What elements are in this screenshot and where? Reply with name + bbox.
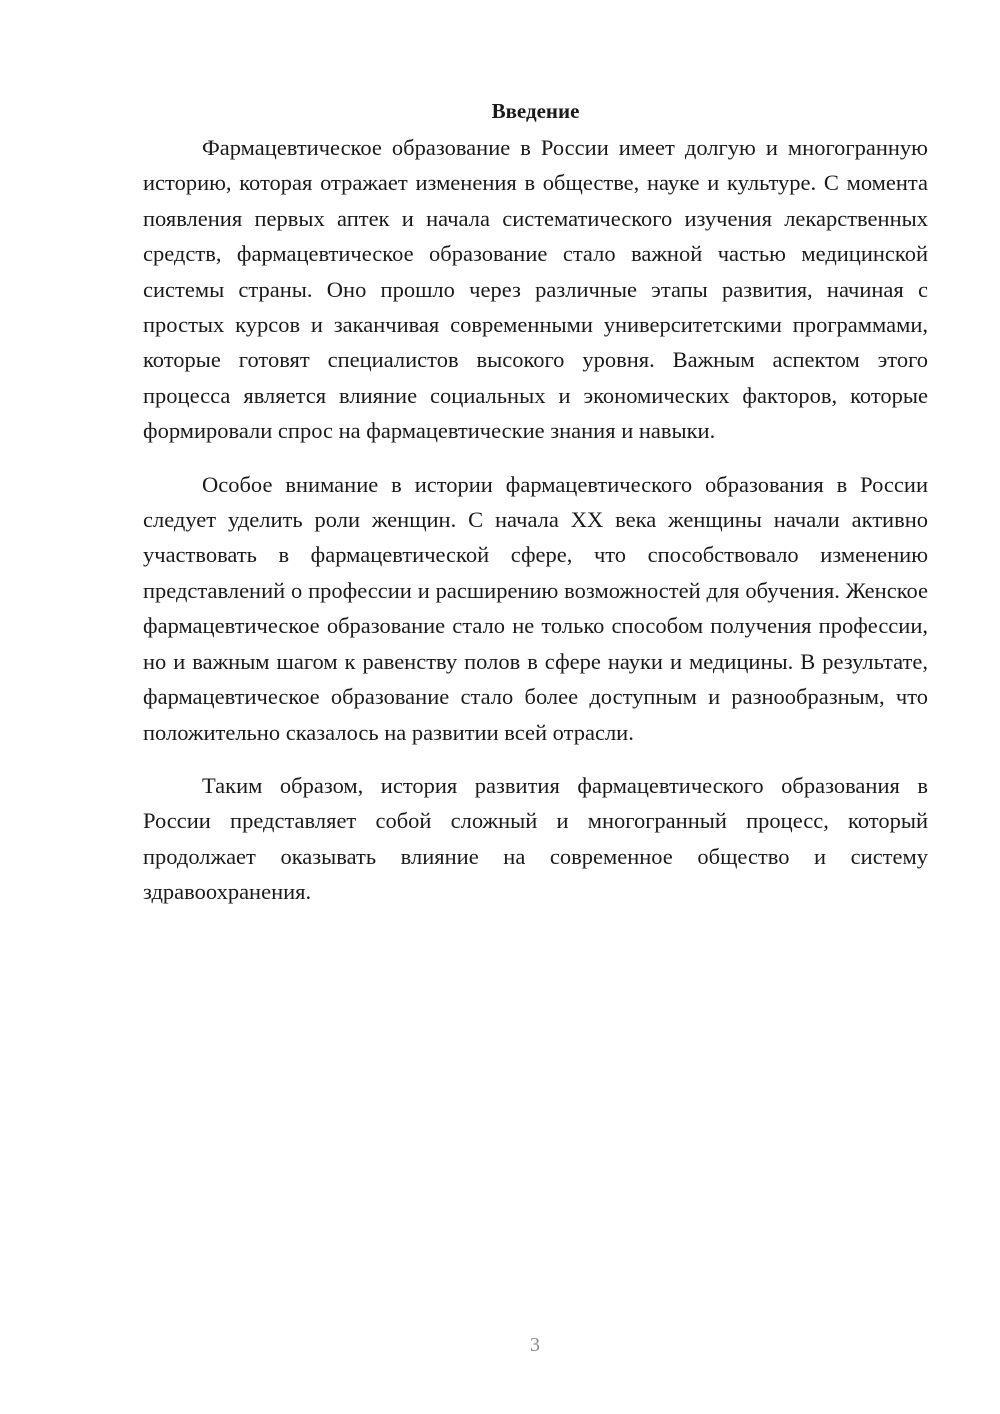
paragraph-1: Фармацевтическое образование в России имеет долгую и многогранную историю, которая отражает изменения в обществе, науке и культуре. С момента появления первых аптек и начала систематического изучения лекарственных средств, фармацевтическое образование стало важной частью медицинской системы страны. Оно прошло через различные этапы развития, начиная с простых курсов и заканчивая современными университетскими программами, которые готовят специалистов высокого уровня. Важным аспектом этого процесса является влияние социальных и экономических факторов, которые формировали спрос на фармацевтические знания и навыки. — [143, 135, 928, 444]
page-content — [143, 96, 928, 928]
page-number: 3 — [530, 1334, 540, 1356]
paragraph-2: Особое внимание в истории фармацевтического образования в России следует уделить роли женщин. С начала XX века женщины начали активно участвовать в фармацевтической сфере, что способствовало изменению представлений о профессии и расширению возможностей для обучения. Женское фармацевтическое образование стало не только способом получения профессии, но и важным шагом к равенству полов в сфере науки и медицины. В результате, фармацевтическое образование стало более доступным и разнообразным, что положительно сказалось на развитии всей отрасли. — [143, 471, 928, 745]
section-heading: Введение — [491, 99, 580, 123]
paragraph-3: Таким образом, история развития фармацевтического образования в России представляет собой сложный и многогранный процесс, который продолжает оказывать влияние на современное общество и систему здравоохранения. — [143, 772, 928, 905]
